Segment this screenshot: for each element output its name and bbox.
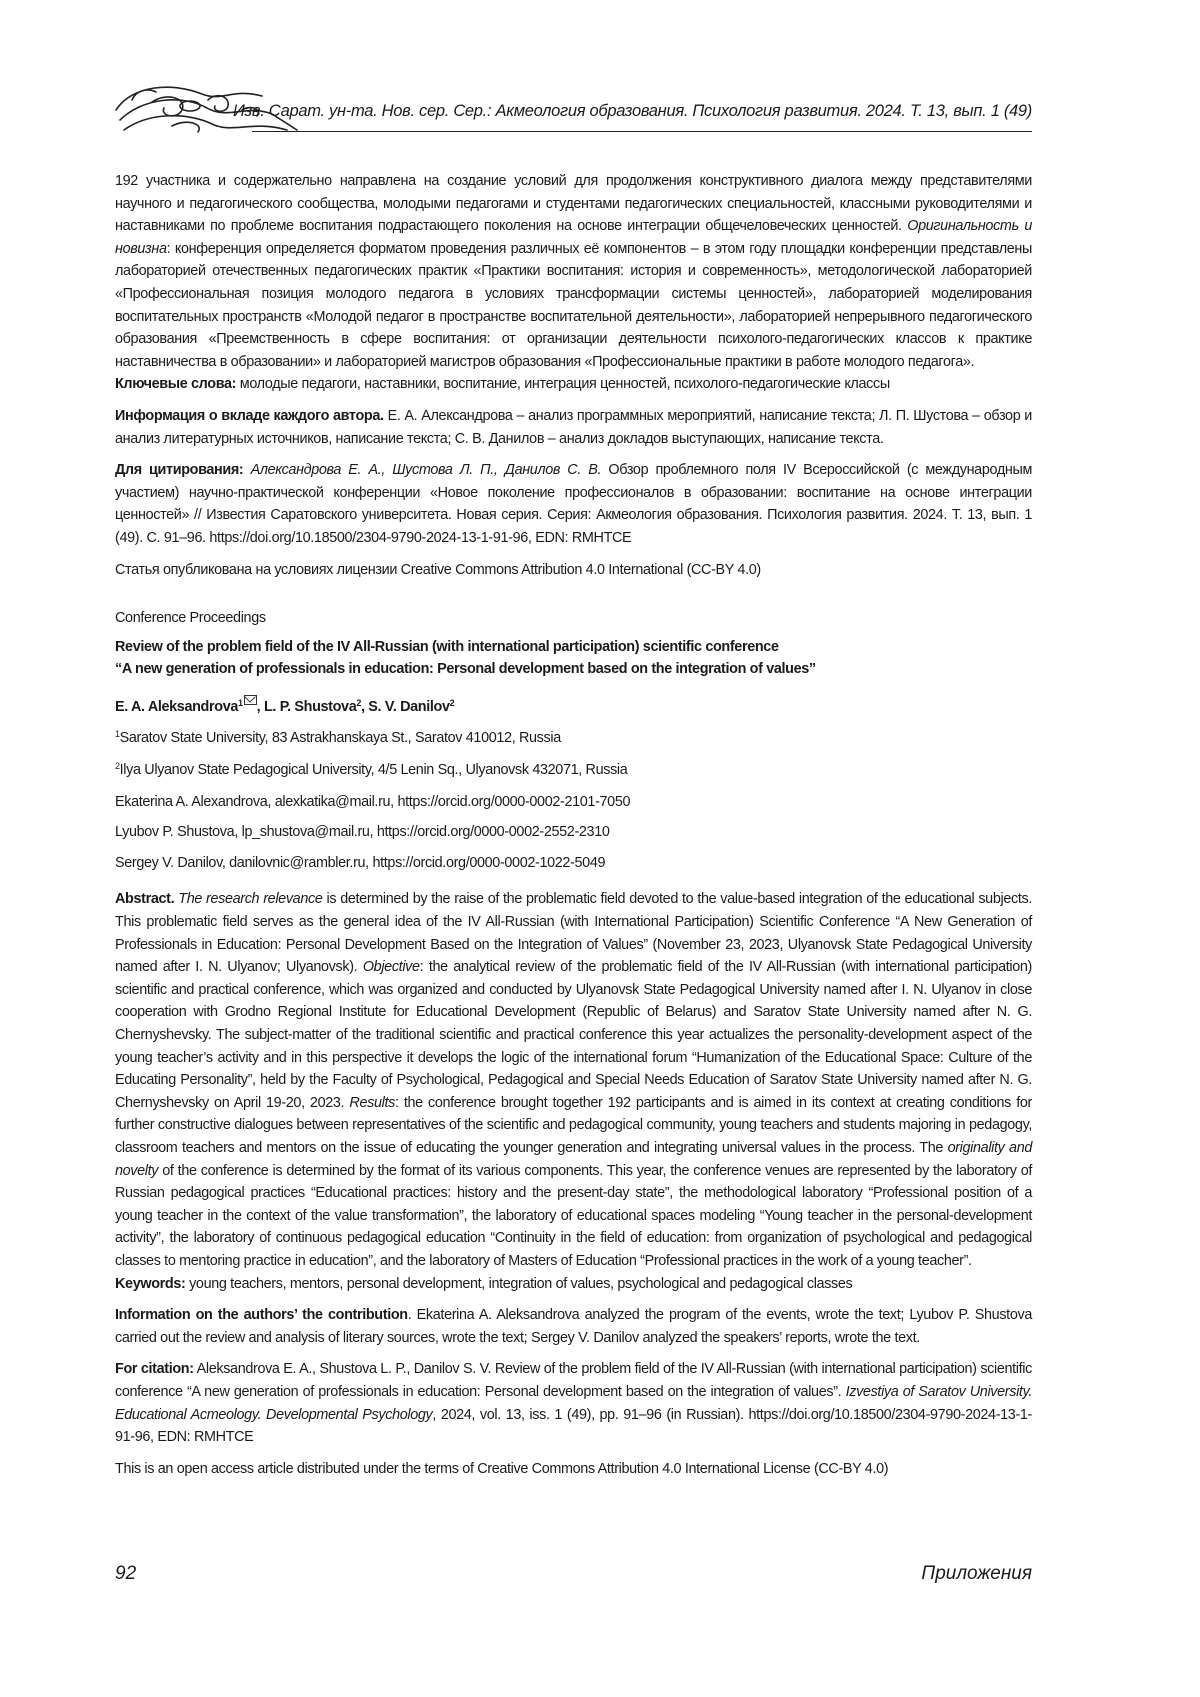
footer-section: Приложения [921, 1563, 1032, 1585]
en-citation [115, 1358, 1032, 1448]
ru-keywords-text: молодые педагоги, наставники, воспитание, интеграция ценностей, психолого-педагогические классы [236, 376, 890, 392]
abstract-label: Abstract. [115, 891, 174, 907]
authors-line [115, 695, 1032, 719]
author-1: E. A. Aleksandrova [115, 699, 238, 715]
article-title [115, 636, 1032, 681]
relevance-label: The research relevance [174, 891, 322, 907]
running-header [112, 80, 1032, 140]
affiliation-2 [115, 759, 1032, 782]
contribution-label: Information on the authors’ the contribution [115, 1307, 408, 1323]
author-2-sup: 2 [356, 698, 361, 708]
ru-citation-label: Для цитирования: [115, 462, 243, 478]
contact-2: Lyubov P. Shustova, lp_shustova@mail.ru, https://orcid.org/0000-0002-2552-2310 [115, 821, 1032, 844]
ru-abstract-text-1: 192 участника и содержательно направлена на создание условий для продолжения конструктивного диалога между представителями научного и педагогического сообщества, молодыми педагогами и студентами педагогических специальностей, классными руководителями и наставниками по проблеме воспитания подрастающего поколения на основе интеграции общечеловеческих ценностей. [115, 173, 1032, 234]
article-body [115, 170, 1032, 1480]
page-number: 92 [115, 1563, 136, 1585]
results-label: Results [349, 1095, 395, 1111]
contribution-text: . Ekaterina A. Aleksandrova analyzed the program of the events, wrote the text; Lyubov P. Shustova carried out the review and analysis of literary sources, wrote the text; Sergey V. Danilov analyzed the speakers’ reports, wrote the text. [115, 1307, 1032, 1346]
citation-journal: Izvestiya of Saratov University. Educational Acmeology. Developmental Psychology [115, 1384, 1032, 1423]
ru-keywords-label: Ключевые слова: [115, 376, 236, 392]
citation-tail: , 2024, vol. 13, iss. 1 (49), pp. 91–96 (in Russian). https://doi.org/10.18500/2304-9790-2024-13-1-91-96, EDN: RMHTCE [115, 1407, 1032, 1446]
en-abstract [115, 888, 1032, 1272]
objective-label: Objective [363, 959, 420, 975]
ru-license: Статья опубликована на условиях лицензии Creative Commons Attribution 4.0 International (CC-BY 4.0) [115, 559, 1032, 582]
contact-3: Sergey V. Danilov, danilovnic@rambler.ru, https://orcid.org/0000-0002-1022-5049 [115, 852, 1032, 875]
affiliation-2-text: Ilya Ulyanov State Pedagogical University, 4/5 Lenin Sq., Ulyanovsk 432071, Russia [120, 762, 628, 778]
ru-keywords [115, 373, 1032, 396]
en-keywords [115, 1273, 1032, 1296]
affiliation-1-sup: 1 [115, 729, 120, 739]
running-head-text: Изв. Сарат. ун-та. Нов. сер. Сер.: Акмеология образования. Психология развития. 2024. Т. 13, вып. 1 (49) [233, 102, 1032, 121]
header-rule [252, 131, 1032, 132]
mail-icon [244, 695, 257, 705]
ru-citation-authors: Александрова Е. А., Шустова Л. П., Данилов С. В. [243, 462, 601, 478]
contact-1: Ekaterina A. Alexandrova, alexkatika@mail.ru, https://orcid.org/0000-0002-2101-7050 [115, 791, 1032, 814]
ru-citation [115, 459, 1032, 549]
article-title-line-1: Review of the problem field of the IV All-Russian (with international participation) scientific conference [115, 639, 779, 655]
ru-contribution-label: Информация о вкладе каждого автора. [115, 408, 384, 424]
abstract-text-2: : the analytical review of the problematic field of the IV All-Russian (with international participation) scientific and practical conference, which was organized and conducted by Ulyanovsk State Pedagogical University named after I. N. Ulyanov in close cooperation with Grodno Regional Institute for Educational Development (Republic of Belarus) and Saratov State University named after N. G. Chernyshevsky. The subject-matter of the traditional scientific and practical conference this year actualizes the personality-development aspect of the young teacher’s activity and in this perspective it develops the logic of the international forum “Humanization of the Educational Space: Culture of the Educating Personality”, held by the Faculty of Psychological, Pedagogical and Special Needs Education of Saratov State University named after N. G. Chernyshevsky on April 19-20, 2023. [115, 959, 1032, 1111]
en-contribution [115, 1304, 1032, 1349]
affiliation-1-text: Saratov State University, 83 Astrakhanskaya St., Saratov 410012, Russia [120, 730, 561, 746]
ru-contribution-text: Е. А. Александрова – анализ программных мероприятий, написание текста; Л. П. Шустова – обзор и анализ литературных источников, написание текста; С. В. Данилов – анализ докладов выступающих, написание текста. [115, 408, 1032, 447]
abstract-text-3: : the conference brought together 192 participants and is aimed in its context at creating conditions for further constructive dialogues between representatives of the scientific and pedagogical community, young teachers and students majoring in pedagogy, classroom teachers and mentors on the issue of educating the younger generation and integrating universal values in the process. The [115, 1095, 1032, 1156]
keywords-label: Keywords: [115, 1276, 185, 1292]
citation-label: For citation: [115, 1361, 194, 1377]
en-license: This is an open access article distributed under the terms of Creative Commons Attribution 4.0 International License (CC-BY 4.0) [115, 1458, 1032, 1481]
author-1-sup: 1 [238, 698, 243, 708]
article-title-line-2: “A new generation of professionals in education: Personal development based on the integration of values” [115, 661, 816, 677]
affiliation-2-sup: 2 [115, 761, 120, 771]
page [0, 0, 1200, 1697]
originality-label: originality and novelty [115, 1140, 1032, 1179]
author-2: , L. P. Shustova [257, 699, 357, 715]
abstract-text-4: of the conference is determined by the format of its various components. This year, the conference venues are represented by the laboratory of Russian pedagogical practices “Educational practices: history and the present-day state”, the methodological laboratory “Professional position of a young teacher in the context of the value transformation”, the laboratory of educational spaces modeling “Young teacher in the personal-development activity”, the laboratory of continuous pedagogical education “Continuity in the field of education: from organization of psychological and pedagogical classes to mentoring practice in education”, and the laboratory of Masters of Education “Professional practices in the work of a young teacher”. [115, 1163, 1032, 1269]
keywords-text: young teachers, mentors, personal development, integration of values, psychological and pedagogical classes [185, 1276, 852, 1292]
ru-contribution [115, 405, 1032, 450]
author-3: , S. V. Danilov [361, 699, 450, 715]
section-label: Conference Proceedings [115, 607, 1032, 630]
citation-text: Aleksandrova E. A., Shustova L. P., Danilov S. V. Review of the problem field of the IV All-Russian (with international participation) scientific conference “A new generation of professionals in education: Personal development based on the integration of values”. [115, 1361, 1032, 1400]
ru-abstract-continuation [115, 170, 1032, 373]
ru-citation-text: Обзор проблемного поля IV Всероссийской (с международным участием) научно-практической конференции «Новое поколение профессионалов в образовании: воспитание на основе интеграции ценностей» // Известия Саратовского университета. Новая серия. Серия: Акмеология образования. Психология развития. 2024. Т. 13, вып. 1 (49). С. 91–96. https://doi.org/10.18500/2304-9790-2024-13-1-91-96, EDN: RMHTCE [115, 462, 1032, 546]
affiliation-1 [115, 727, 1032, 750]
abstract-text-1: is determined by the raise of the problematic field devoted to the value-based integration of the educational subjects. This problematic field serves as the general idea of the IV All-Russian (with International Participation) Scientific Conference “A New Generation of Professionals in Education: Personal Development Based on the Integration of Values” (November 23, 2023, Ulyanovsk State Pedagogical University named after I. N. Ulyanov; Ulyanovsk). [115, 891, 1032, 975]
ru-originality-label: Оригинальность и новизна [115, 218, 1032, 257]
ru-abstract-text-2: : конференция определяется форматом проведения различных её компонентов – в этом году площадки конференции представлены лабораторией отечественных педагогических практик «Практики воспитания: история и современность», методологической лабораторией «Профессиональная позиция молодого педагога в условиях трансформации системы ценностей», лабораторией моделирования воспитательных пространств «Молодой педагог в пространстве воспитательной деятельности», лабораторией непрерывного педагогического образования «Преемственность в сфере воспитания: от организации деятельности психолого-педагогических классов к практике наставничества в образовании» и лабораторией магистров образования «Профессиональные практики в работе молодого педагога». [115, 241, 1032, 370]
author-3-sup: 2 [450, 698, 455, 708]
